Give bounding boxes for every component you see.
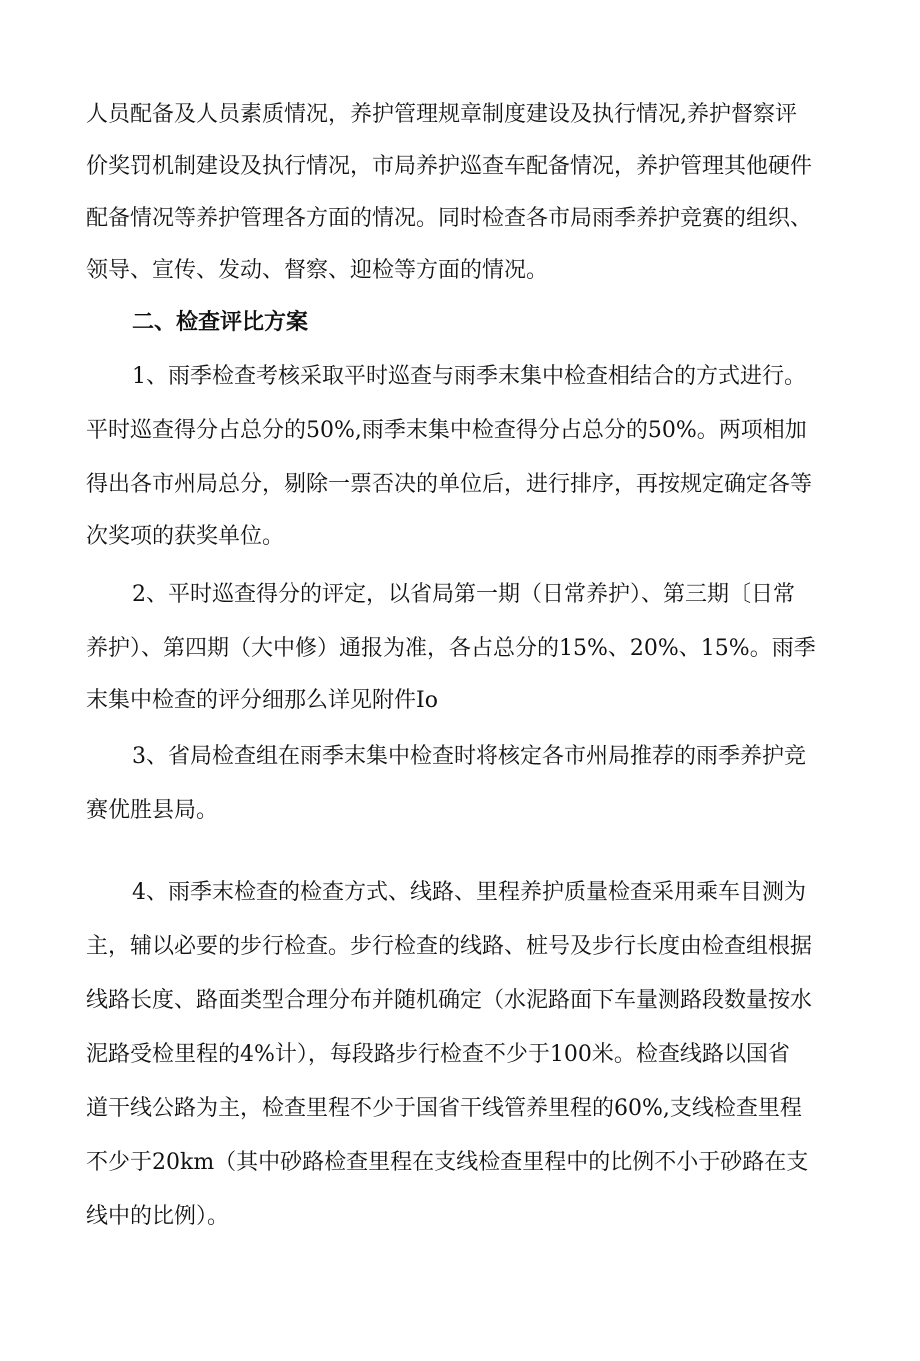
paragraph-line: 末集中检查的评分细那么详见附件Io [86,688,438,713]
paragraph-line: 赛优胜县局。 [86,798,219,823]
section-heading: 二、检查评比方案 [132,310,309,335]
paragraph-line: 次奖项的获奖单位。 [86,524,285,549]
paragraph-line: 养护）、第四期（大中修）通报为准，各占总分的15%、20%、15%。雨季 [86,636,816,661]
paragraph-line: 2、平时巡查得分的评定，以省局第一期（日常养护）、第三期〔日常 [132,582,795,607]
paragraph-line: 泥路受检里程的4%计），每段路步行检查不少于100米。检查线路以国省 [86,1042,790,1067]
paragraph-line: 平时巡查得分占总分的50%,雨季末集中检查得分占总分的50%。两项相加 [86,418,807,443]
paragraph-line: 3、省局检查组在雨季末集中检查时将核定各市州局推荐的雨季养护竞 [132,744,806,769]
paragraph-line: 道干线公路为主，检查里程不少于国省干线管养里程的60%,支线检查里程 [86,1096,802,1121]
paragraph-line: 领导、宣传、发动、督察、迎检等方面的情况。 [86,258,549,283]
paragraph-line: 4、雨季末检查的检查方式、线路、里程养护质量检查采用乘车目测为 [132,880,806,905]
paragraph-line: 线路长度、路面类型合理分布并随机确定（水泥路面下车量测路段数量按水 [86,988,813,1013]
paragraph-line: 人员配备及人员素质情况，养护管理规章制度建设及执行情况,养护督察评 [86,102,797,127]
paragraph-line: 得出各市州局总分，剔除一票否决的单位后，进行排序，再按规定确定各等 [86,472,813,497]
paragraph-line: 不少于20km（其中砂路检查里程在支线检查里程中的比例不小于砂路在支 [86,1150,809,1175]
paragraph-line: 线中的比例）。 [86,1204,230,1229]
paragraph-line: 1、雨季检查考核采取平时巡查与雨季末集中检查相结合的方式进行。 [132,364,806,389]
paragraph-line: 主，辅以必要的步行检查。步行检查的线路、桩号及步行长度由检查组根据 [86,934,813,959]
paragraph-line: 价奖罚机制建设及执行情况，市局养护巡查车配备情况，养护管理其他硬件 [86,154,813,179]
paragraph-line: 配备情况等养护管理各方面的情况。同时检查各市局雨季养护竞赛的组织、 [86,206,813,231]
